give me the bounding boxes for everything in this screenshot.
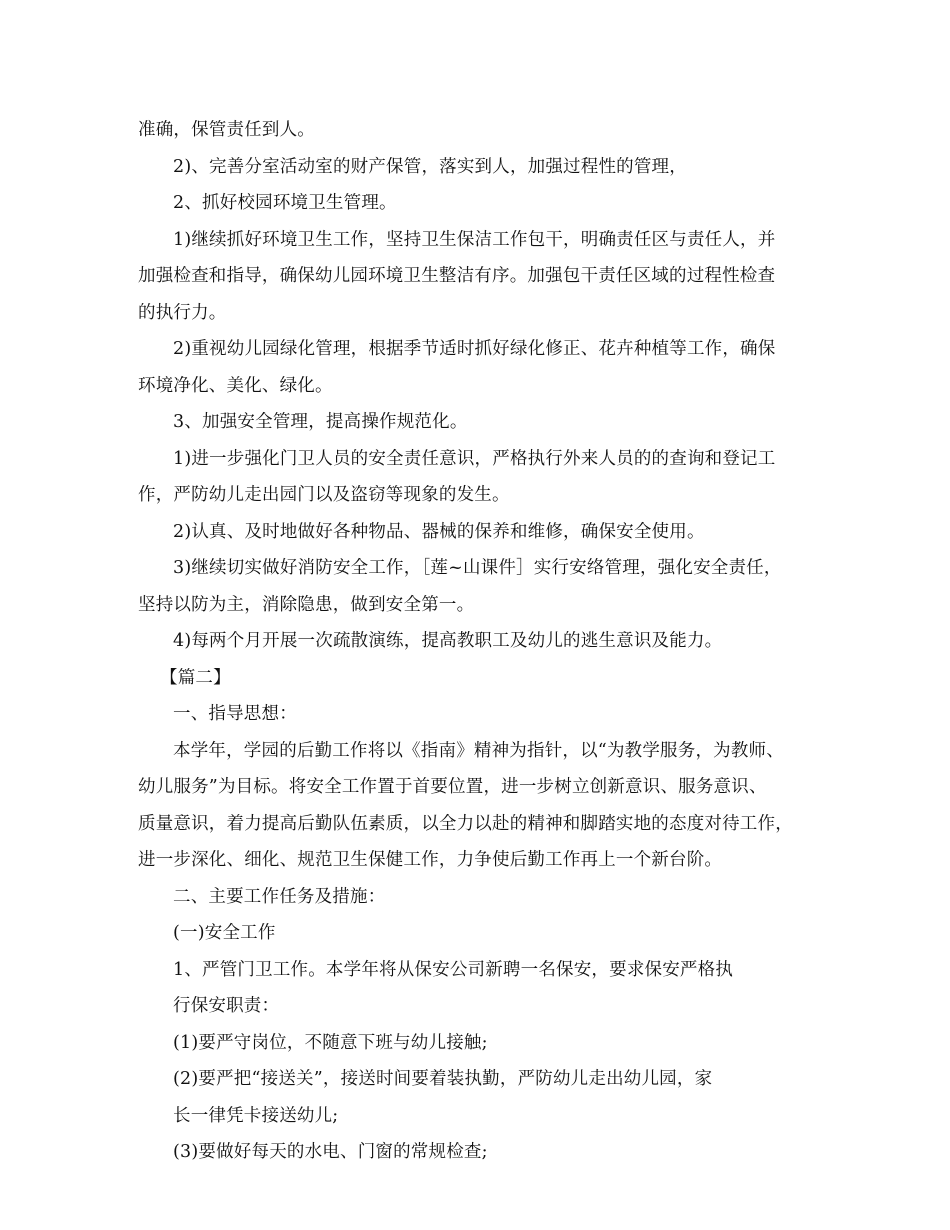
- text-line: 1、严管门卫工作。本学年将从保安公司新聘一名保安，要求保安严格执: [173, 959, 734, 980]
- text-line: 4)每两个月开展一次疏散演练，提高教职工及幼儿的逃生意识及能力。: [173, 631, 723, 651]
- text-line: 坚持以防为主，消除隐患，做到安全第一。: [138, 594, 475, 615]
- text-line: 2、抓好校园环境卫生管理。: [173, 193, 397, 213]
- text-line: 2)认真、及时地做好各种物品、器械的保养和维修，确保安全使用。: [173, 521, 705, 542]
- text-line: 1)进一步强化门卫人员的安全责任意识，严格执行外来人员的的查询和登记工: [173, 448, 776, 469]
- text-line: 质量意识，着力提高后勤队伍素质，以全力以赴的精神和脚踏实地的态度对待工作，: [138, 813, 793, 834]
- text-line: (2)要严把“接送关”，接送时间要着装执勤，严防幼儿走出幼儿园，家: [173, 1069, 713, 1089]
- text-line: 3)继续切实做好消防安全工作，［莲~山课件］实行安络管理，强化安全责任，: [173, 558, 782, 578]
- text-line: 本学年，学园的后勤工作将以《指南》精神为指针，以“为教学服务，为教师、: [173, 740, 784, 761]
- subsection-heading: (一)安全工作: [173, 923, 276, 943]
- text-line: 准确，保管责任到人。: [138, 120, 315, 140]
- text-line: (3)要做好每天的水电、门窗的常规检查;: [173, 1142, 488, 1162]
- text-line: (1)要严守岗位，不随意下班与幼儿接触;: [173, 1032, 488, 1053]
- section-heading: 一、指导思想：: [173, 704, 297, 724]
- text-line: 加强检查和指导，确保幼儿园环境卫生整洁有序。加强包干责任区域的过程性检查: [138, 266, 776, 286]
- text-line: 行保安职责：: [173, 996, 280, 1016]
- text-line: 幼儿服务”为目标。将安全工作置于首要位置，进一步树立创新意识、服务意识、: [138, 777, 767, 797]
- text-line: 3、加强安全管理，提高操作规范化。: [173, 412, 468, 432]
- text-line: 2)重视幼儿园绿化管理，根据季节适时抓好绿化修正、花卉种植等工作，确保: [173, 339, 776, 359]
- document-body: [138, 112, 818, 1171]
- text-line: 1)继续抓好环境卫生工作，坚持卫生保洁工作包干，明确责任区与责任人，并: [173, 229, 776, 250]
- text-line: 环境净化、美化、绿化。: [138, 375, 333, 396]
- text-line: 2)、完善分室活动室的财产保管，落实到人，加强过程性的管理，: [173, 156, 687, 177]
- text-line: 长一律凭卡接送幼儿;: [173, 1105, 339, 1126]
- section-heading: 【篇二】: [160, 667, 231, 688]
- section-heading: 二、主要工作任务及措施：: [173, 886, 386, 907]
- text-line: 的执行力。: [138, 302, 227, 323]
- text-line: 进一步深化、细化、规范卫生保健工作，力争使后勤工作再上一个新台阶。: [138, 850, 723, 870]
- text-line: 作，严防幼儿走出园门以及盗窃等现象的发生。: [138, 485, 510, 505]
